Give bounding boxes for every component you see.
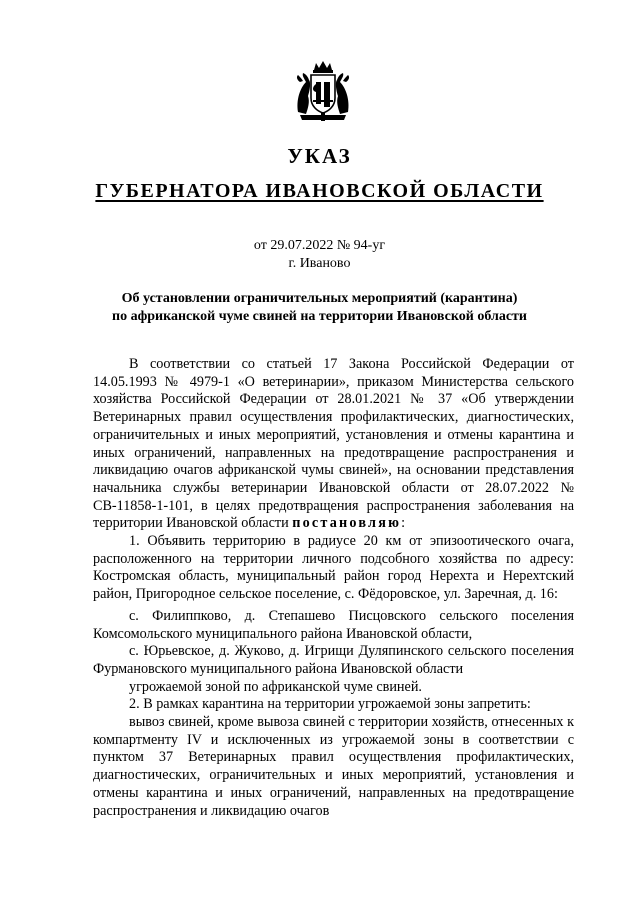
paragraph-item-1: 1. Объявить территорию в радиусе 20 км от эпизоотического очага, расположенного на территории личного подсобного хозяйства по адресу: Костромская область, муниципальный район город Нерехта и Нерехтский район, Пригородное сельское поселение, с. Фёдоровское, ул. Заречная, д. 16:: [93, 533, 574, 603]
resolve-word: постановляю: [292, 515, 402, 532]
paragraph-settlements-komsomolsk: с. Филиппково, д. Степашево Писцовского сельского поселения Комсомольского муниципального района Ивановской области,: [93, 607, 574, 642]
document-type-heading: УКАЗ: [287, 144, 352, 168]
paragraph-zone-declaration: угрожаемой зоной по африканской чуме свиней.: [129, 678, 422, 695]
subject-line-2: по африканской чуме свиней на территории Ивановской области: [112, 309, 527, 324]
decree-subject: [0, 290, 639, 326]
subject-line-1: Об установлении ограничительных мероприятий (карантина): [121, 291, 518, 306]
decree-city: г. Иваново: [288, 256, 351, 271]
preamble-text: В соответствии со статьей 17 Закона Российской Федерации от 14.05.1993 № 4979-1 «О ветеринарии», приказом Министерства сельского хозяйства Российской Федерации от 28.01.2021 № 37 «Об утверждении Ветеринарных правил осуществления профилактических, диагностических, ограничительных и иных мероприятий, установления и отмены карантина и иных ограничений, направленных на предотвращение распространения и ликвидацию очагов африканской чумы свиней», на основании представления начальника службы ветеринарии Ивановской области от 28.07.2022 № СВ-11858-1-101, в целях предотвращения распространения заболевания на территории Ивановской области: [93, 356, 574, 532]
paragraph-prohibition-1: вывоз свиней, кроме вывоза свиней с территории хозяйств, отнесенных к компартменту IV и исключенных из угрожаемой зоны в соответствии с пунктом 37 Ветеринарных правил осуществления профилактических, диагностических, ограничительных и иных мероприятий, установления и отмены карантина и иных ограничений, направленных на предотвращение распространения и ликвидацию очагов: [93, 714, 574, 819]
decree-body: [93, 356, 574, 820]
preamble-paragraph: [93, 356, 574, 533]
issuer-heading-text: ГУБЕРНАТОРА ИВАНОВСКОЙ ОБЛАСТИ: [95, 180, 544, 202]
coat-of-arms-icon: [294, 60, 352, 122]
decree-date-number: от 29.07.2022 № 94-уг: [253, 238, 386, 253]
resolve-colon: :: [401, 515, 406, 532]
paragraph-item-2: 2. В рамках карантина на территории угрожаемой зоны запретить:: [129, 696, 531, 713]
issuer-heading: [0, 180, 639, 203]
paragraph-settlements-furmanov: с. Юрьевское, д. Жуково, д. Игрищи Дуляпинского сельского поселения Фурмановского муниципального района Ивановской области: [93, 643, 574, 677]
